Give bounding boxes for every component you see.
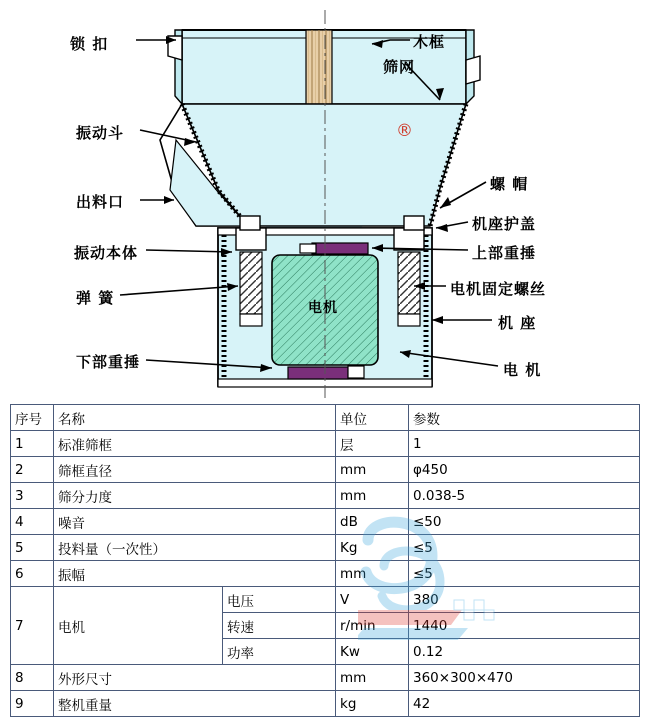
header-value: 参数 xyxy=(409,405,640,431)
cell-value: 42 xyxy=(409,691,640,717)
cell-unit: V xyxy=(336,587,409,613)
table-row xyxy=(11,457,640,483)
cell-unit: Kg xyxy=(336,535,409,561)
cell-unit: r/min xyxy=(336,613,409,639)
cell-subname: 转速 xyxy=(223,613,336,639)
table-header-row xyxy=(11,405,640,431)
cell-value: 380 xyxy=(409,587,640,613)
table-row xyxy=(11,535,640,561)
label-upper-weight: 上部重捶 xyxy=(472,244,537,262)
label-discharge-port: 出料口 xyxy=(76,193,125,211)
cell-unit: kg xyxy=(336,691,409,717)
header-no: 序号 xyxy=(11,405,54,431)
cell-name: 电机 xyxy=(54,587,223,665)
header-unit: 单位 xyxy=(336,405,409,431)
cell-name: 整机重量 xyxy=(54,691,336,717)
label-nut-cap: 螺 帽 xyxy=(490,175,529,193)
cell-name: 振幅 xyxy=(54,561,336,587)
cell-name: 标准筛框 xyxy=(54,431,336,457)
cell-unit: mm xyxy=(336,561,409,587)
cell-no: 2 xyxy=(11,457,54,483)
cell-value: 1 xyxy=(409,431,640,457)
specification-table xyxy=(10,404,640,717)
cell-value: 0.12 xyxy=(409,639,640,665)
label-screen-mesh: 筛网 xyxy=(383,58,416,76)
cell-no: 3 xyxy=(11,483,54,509)
label-spring: 弹 簧 xyxy=(76,289,115,307)
label-lock-catch: 锁 扣 xyxy=(70,35,109,53)
table-row xyxy=(11,587,640,613)
spec-table xyxy=(10,404,640,717)
table-row xyxy=(11,431,640,457)
cell-name: 投料量（一次性） xyxy=(54,535,336,561)
cell-unit: mm xyxy=(336,665,409,691)
cell-value: φ450 xyxy=(409,457,640,483)
cell-no: 8 xyxy=(11,665,54,691)
cell-name: 筛框直径 xyxy=(54,457,336,483)
svg-text:®: ® xyxy=(396,121,413,141)
label-motor-inner: 电机 xyxy=(308,300,338,316)
cell-no: 7 xyxy=(11,587,54,665)
label-motor-fixing-screw: 电机固定螺丝 xyxy=(450,280,547,298)
cell-no: 4 xyxy=(11,509,54,535)
cell-unit: mm xyxy=(336,457,409,483)
cell-value: ≤50 xyxy=(409,509,640,535)
header-name: 名称 xyxy=(54,405,336,431)
table-row xyxy=(11,483,640,509)
label-base-cover: 机座护盖 xyxy=(472,215,537,233)
cell-no: 5 xyxy=(11,535,54,561)
table-row xyxy=(11,509,640,535)
cell-unit: dB xyxy=(336,509,409,535)
cell-value: 1440 xyxy=(409,613,640,639)
cell-no: 6 xyxy=(11,561,54,587)
cell-name: 筛分力度 xyxy=(54,483,336,509)
cell-value: 360×300×470 xyxy=(409,665,640,691)
label-vibrating-body: 振动本体 xyxy=(74,244,139,262)
cell-subname: 功率 xyxy=(223,639,336,665)
label-motor: 电 机 xyxy=(503,361,542,379)
cell-unit: 层 xyxy=(336,431,409,457)
cell-no: 9 xyxy=(11,691,54,717)
cell-unit: Kw xyxy=(336,639,409,665)
cell-unit: mm xyxy=(336,483,409,509)
cell-value: ≤5 xyxy=(409,535,640,561)
vibrating-hopper-shape xyxy=(160,104,466,226)
label-base: 机 座 xyxy=(498,314,537,332)
table-row xyxy=(11,665,640,691)
cell-subname: 电压 xyxy=(223,587,336,613)
cell-value: 0.038-5 xyxy=(409,483,640,509)
cell-no: 1 xyxy=(11,431,54,457)
table-row xyxy=(11,691,640,717)
label-vibrating-hopper: 振动斗 xyxy=(76,124,125,142)
table-row xyxy=(11,561,640,587)
cell-name: 外形尺寸 xyxy=(54,665,336,691)
label-lower-weight: 下部重捶 xyxy=(76,353,141,371)
label-wood-frame: 木框 xyxy=(413,33,446,51)
cell-value: ≤5 xyxy=(409,561,640,587)
cell-name: 噪音 xyxy=(54,509,336,535)
